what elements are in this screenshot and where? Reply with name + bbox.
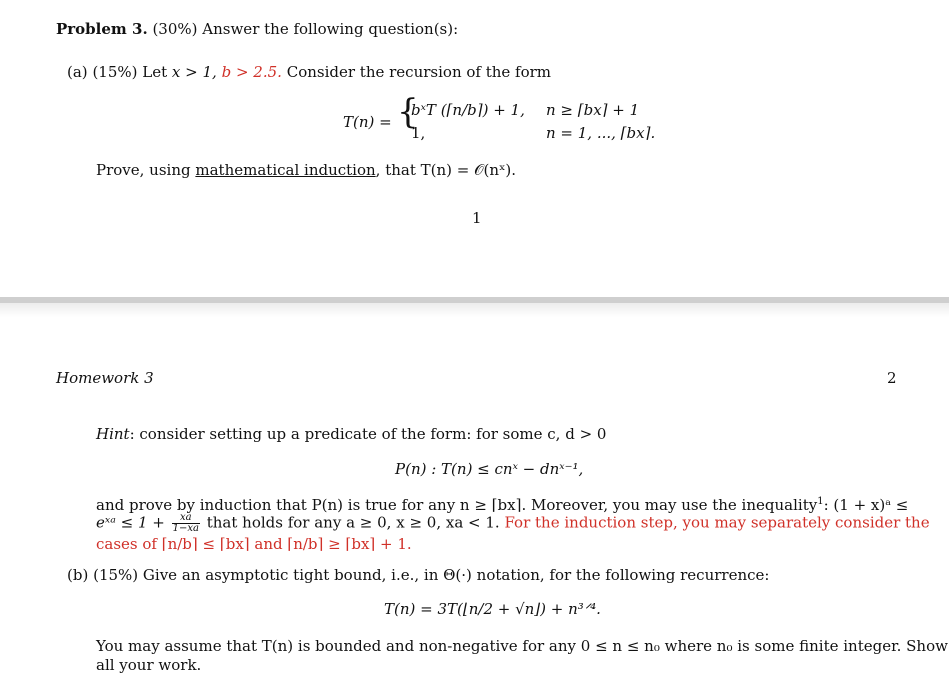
para1-line2-red: For the induction step, you may separately consider the — [504, 513, 930, 532]
part-a-text: Consider the recursion of the form — [286, 63, 552, 81]
hint-label: Hint — [96, 425, 130, 443]
case2-cond: n = 1, ..., ⌈bx⌉. — [546, 124, 656, 142]
recurrence-lhs: T(n) = — [343, 113, 392, 131]
problem-heading — [56, 20, 458, 38]
cond-x: x > 1, — [171, 63, 217, 81]
para1-line2 — [96, 513, 930, 534]
part-b-label: (b) — [67, 566, 89, 584]
prove-line — [96, 161, 516, 179]
para1-line2-a: eˣᵃ ≤ 1 + — [96, 513, 165, 532]
hint-text: : consider setting up a predicate of the form: for some c, d > 0 — [129, 425, 607, 443]
induction-link[interactable]: mathematical induction — [195, 161, 376, 179]
problem-intro: Answer the following question(s): — [202, 20, 459, 38]
part-b-text: Give an asymptotic tight bound, i.e., in Θ(·) notation, for the following recurrence: — [142, 566, 770, 584]
assume-line1: You may assume that T(n) is bounded and non-negative for any 0 ≤ n ≤ n₀ where n₀ is some finite integer. Show — [96, 637, 948, 655]
fraction-denominator: 1−xa — [172, 523, 199, 534]
assume-line2: all your work. — [96, 656, 202, 674]
para1-line1 — [96, 496, 908, 514]
case2-expr: 1, — [411, 124, 426, 142]
case1-cond: n ≥ ⌈bx⌉ + 1 — [546, 101, 640, 119]
problem-weight: (30%) — [152, 20, 198, 38]
running-header-left: Homework 3 — [56, 369, 154, 387]
part-a-let: Let — [142, 63, 168, 81]
part-a-label: (a) — [67, 63, 88, 81]
cond-b: b > 2.5. — [221, 63, 282, 81]
case1-expr: bˣT (⌈n/b⌉) + 1, — [411, 101, 525, 119]
part-b-line — [67, 566, 769, 584]
fraction — [172, 513, 200, 534]
footnote-mark[interactable]: 1 — [817, 496, 824, 507]
prove-suffix: , that T(n) = 𝒪(nˣ). — [375, 161, 517, 179]
recurrence-b: T(n) = 3T(⌊n/2 + √n⌋) + n³ᐟ⁴. — [384, 600, 601, 618]
para1-text-b: : (1 + x)ᵃ ≤ — [823, 496, 909, 514]
prove-prefix: Prove, using — [96, 161, 191, 179]
page-divider-shadow — [0, 303, 949, 317]
hint-line — [96, 425, 606, 443]
predicate: P(n) : T(n) ≤ cnˣ − dnˣ⁻¹, — [395, 460, 584, 478]
para1-line3: cases of ⌈n/b⌉ ≤ ⌈bx⌉ and ⌈n/b⌉ ≥ ⌈bx⌉ + 1. — [96, 535, 412, 553]
problem-label: Problem 3. — [56, 20, 148, 38]
fraction-numerator: xa — [172, 513, 200, 524]
part-a-weight: (15%) — [92, 63, 138, 81]
para1-text-a: and prove by induction that P(n) is true for any n ≥ ⌈bx⌉. Moreover, you may use the inequality — [96, 496, 818, 514]
para1-line2-b: that holds for any a ≥ 0, x ≥ 0, xa < 1. — [206, 513, 500, 532]
page-number: 1 — [472, 209, 482, 227]
left-brace: { — [397, 92, 419, 132]
running-header-page: 2 — [887, 369, 897, 387]
part-b-weight: (15%) — [93, 566, 139, 584]
part-a-line — [67, 63, 551, 81]
